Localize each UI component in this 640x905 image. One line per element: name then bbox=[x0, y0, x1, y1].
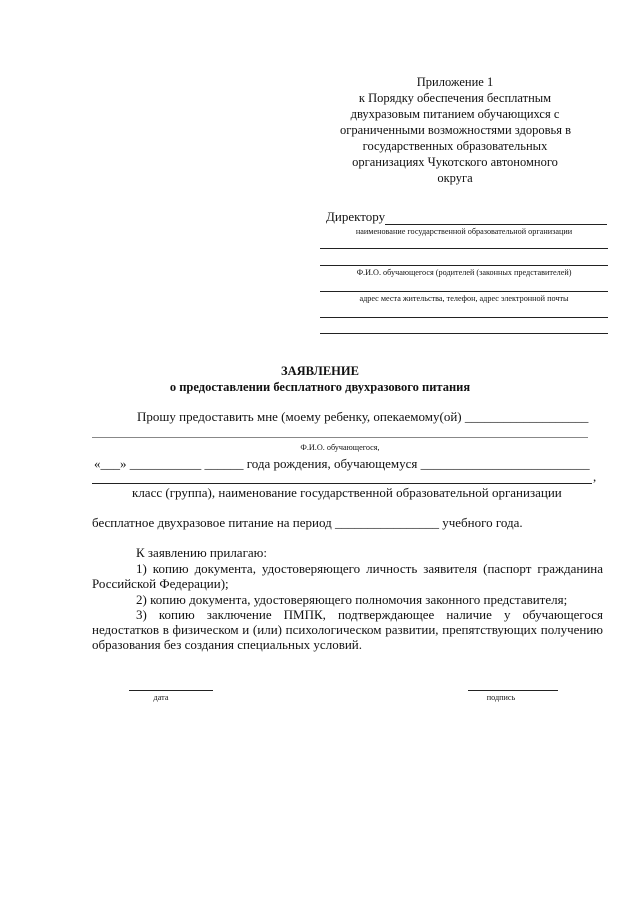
attach-item-2: 2) копию документа, удостоверяющего полномочия законного представителя; bbox=[136, 592, 568, 607]
class-caption: класс (группа), наименование государственной образовательной организации bbox=[132, 485, 562, 500]
attach-item-3-end: образования без создания специальных условий. bbox=[92, 637, 362, 652]
director-line[interactable] bbox=[385, 224, 607, 225]
attach-item-1: 1) копию документа, удостоверяющего личность заявителя (паспорт гражданина bbox=[136, 561, 603, 576]
signature-line[interactable] bbox=[468, 690, 558, 691]
period-line: бесплатное двухразовое питание на период ________________ учебного года. bbox=[92, 515, 523, 530]
attach-item-3: 3) копию заключение ПМПК, подтверждающее наличие у обучающегося bbox=[136, 607, 603, 622]
address-line[interactable] bbox=[320, 317, 608, 318]
appendix-line: к Порядку обеспечения бесплатным bbox=[358, 91, 552, 105]
request-line: Прошу предоставить мне (моему ребенку, опекаемому(ой) ___________________ bbox=[137, 409, 589, 424]
comma: , bbox=[593, 469, 597, 484]
caption-fio: Ф.И.О. обучающегося (родителей (законных представителей) bbox=[356, 268, 572, 277]
director-label: Директору bbox=[326, 209, 386, 224]
name-line[interactable] bbox=[92, 437, 588, 438]
attach-item-1-cont: Российской Федерации); bbox=[92, 576, 229, 591]
class-line[interactable] bbox=[92, 483, 592, 484]
appendix-block bbox=[340, 74, 570, 186]
appendix-line: округа bbox=[437, 171, 473, 185]
fio-line[interactable] bbox=[320, 265, 608, 266]
birth-line: «___» ___________ ______ года рождения, обучающемуся __________________________ bbox=[94, 456, 590, 471]
date-line[interactable] bbox=[129, 690, 213, 691]
address-line-2[interactable] bbox=[320, 333, 608, 334]
appendix-line: организациях Чукотского автономного bbox=[352, 155, 558, 169]
date-caption: дата bbox=[153, 693, 169, 702]
appendix-line: ограниченными возможностями здоровья в bbox=[340, 123, 571, 137]
attach-intro: К заявлению прилагаю: bbox=[136, 545, 268, 560]
document-subtitle: о предоставлении бесплатного двухразового питания bbox=[169, 380, 471, 394]
document-title: ЗАЯВЛЕНИЕ bbox=[281, 364, 359, 378]
org-line[interactable] bbox=[320, 248, 608, 249]
caption-address: адрес места жительства, телефон, адрес электронной почты bbox=[359, 294, 569, 303]
appendix-line: двухразовым питанием обучающихся с bbox=[350, 107, 560, 121]
signature-caption: подпись bbox=[486, 693, 516, 702]
caption-student-fio: Ф.И.О. обучающегося, bbox=[300, 443, 380, 452]
appendix-line: Приложение 1 bbox=[416, 75, 494, 89]
fio-line-2[interactable] bbox=[320, 291, 608, 292]
appendix-line: государственных образовательных bbox=[362, 139, 548, 153]
attach-item-3-cont: недостатков в физическом и (или) психологическом развитии, препятствующих получению bbox=[92, 622, 603, 637]
caption-org: наименование государственной образовательной организации bbox=[355, 227, 573, 236]
